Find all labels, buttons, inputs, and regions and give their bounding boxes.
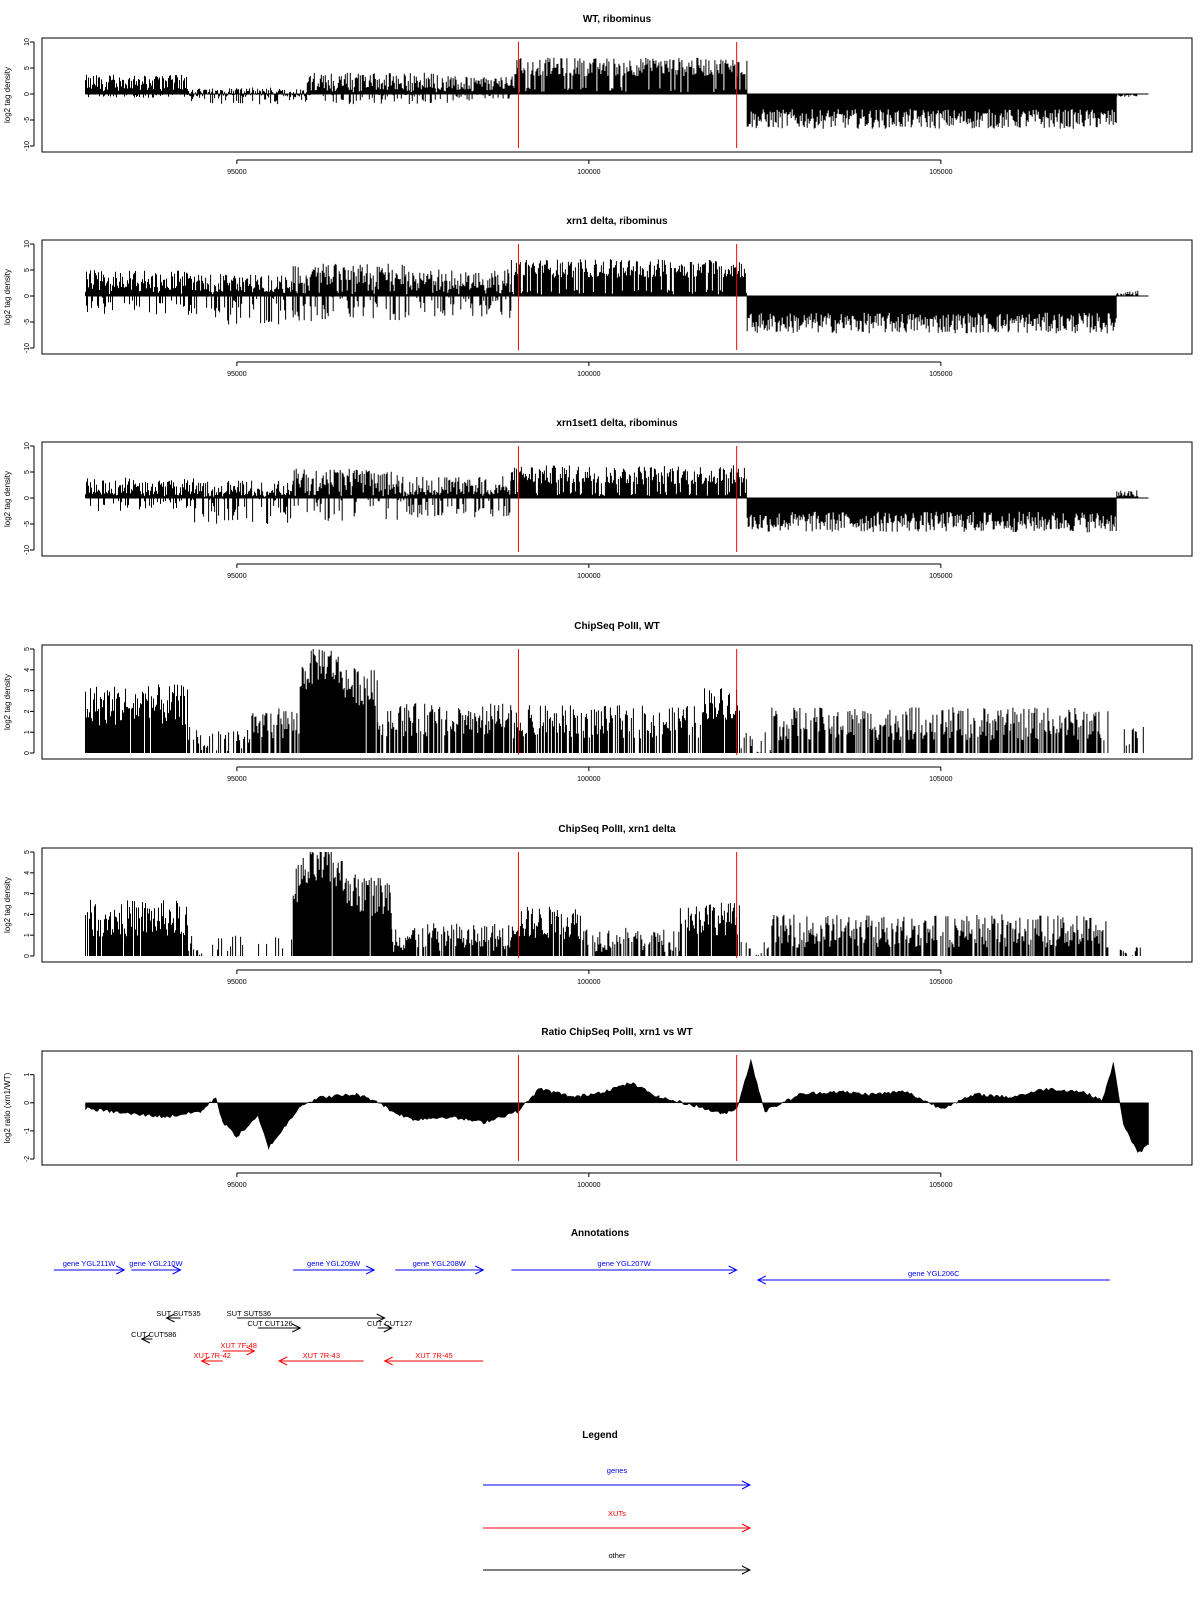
y-tick-label: -5 <box>23 520 31 528</box>
y-tick-label: 0 <box>23 294 31 298</box>
gene-arrow <box>129 1259 183 1274</box>
other-label: CUT CUT127 <box>367 1319 413 1328</box>
legend-arrow <box>483 1566 750 1574</box>
track-panel-2 <box>3 216 1192 378</box>
x-tick-label: 95000 <box>227 1182 247 1189</box>
gene-arrow <box>758 1269 1110 1284</box>
x-tick-label: 100000 <box>577 573 601 580</box>
gene-arrow <box>395 1259 483 1274</box>
y-tick-label: -10 <box>23 140 31 152</box>
y-axis-label: log2 tag density <box>3 470 12 528</box>
panel-title: ChipSeq PolII, xrn1 delta <box>558 824 676 835</box>
x-tick-label: 105000 <box>929 1182 953 1189</box>
x-tick-label: 105000 <box>929 169 953 176</box>
y-tick-label: 1 <box>23 1072 31 1077</box>
legend-item-xuts <box>483 1509 750 1532</box>
data-bars <box>86 58 1149 129</box>
other-label: SUT SUT535 <box>156 1309 201 1318</box>
ratio-area <box>86 1059 1149 1152</box>
y-tick-label: 0 <box>23 496 31 500</box>
other-label: CUT CUT586 <box>131 1330 177 1339</box>
other-label: CUT CUT126 <box>247 1319 293 1328</box>
signal-bars <box>86 649 1144 753</box>
y-tick-label: -5 <box>23 116 31 124</box>
other-arrow <box>131 1330 176 1343</box>
plot-frame <box>42 1051 1192 1165</box>
x-tick-label: 105000 <box>929 979 953 986</box>
track-panel-1 <box>3 14 1192 176</box>
panel-title: xrn1set1 delta, ribominus <box>556 418 678 429</box>
legend-arrow <box>483 1481 750 1489</box>
xut-label: XUT 7R-45 <box>415 1351 453 1360</box>
gene-label: gene YGL209W <box>307 1259 361 1268</box>
legend-label: XUTs <box>608 1509 626 1518</box>
y-tick-label: -10 <box>23 544 31 556</box>
y-axis-label: log2 ratio (xrn1/WT) <box>3 1072 12 1144</box>
xut-arrow <box>194 1351 231 1365</box>
track-panel-5 <box>3 824 1192 986</box>
signal-bars <box>86 852 1141 956</box>
y-tick-label: 10 <box>23 38 31 46</box>
y-tick-label: 1 <box>23 933 31 938</box>
data-bars <box>86 259 1149 333</box>
y-tick-label: 10 <box>23 442 31 450</box>
xut-label: XUT 7R-42 <box>193 1351 231 1360</box>
y-tick-label: 2 <box>23 709 31 714</box>
x-tick-label: 105000 <box>929 573 953 580</box>
y-tick-label: 5 <box>23 850 31 854</box>
other-arrow <box>156 1309 200 1322</box>
gene-label: gene YGL207W <box>597 1259 651 1268</box>
y-tick-label: 0 <box>23 954 31 958</box>
x-tick-label: 100000 <box>577 371 601 378</box>
y-tick-label: 4 <box>23 667 31 672</box>
y-tick-label: 1 <box>23 730 31 735</box>
y-tick-label: 3 <box>23 688 31 693</box>
x-tick-label: 100000 <box>577 776 601 783</box>
y-tick-label: -1 <box>23 1127 31 1135</box>
gene-label: gene YGL210W <box>129 1259 183 1268</box>
data-bars <box>86 649 1144 753</box>
legend-label: other <box>608 1551 626 1560</box>
y-axis-label: log2 tag density <box>3 268 12 326</box>
track-panel-6 <box>3 1027 1192 1189</box>
y-tick-label: 5 <box>23 470 31 474</box>
panel-title: xrn1 delta, ribominus <box>566 216 668 227</box>
x-tick-label: 100000 <box>577 169 601 176</box>
data-bars <box>86 1059 1149 1152</box>
x-tick-label: 95000 <box>227 573 247 580</box>
x-tick-label: 95000 <box>227 979 247 986</box>
y-tick-label: 4 <box>23 870 31 875</box>
y-axis-label: log2 tag density <box>3 876 12 934</box>
gene-label: gene YGL211W <box>62 1259 116 1268</box>
y-tick-label: 5 <box>23 268 31 272</box>
y-tick-label: -2 <box>23 1155 31 1163</box>
y-tick-label: 2 <box>23 912 31 917</box>
legend-title: Legend <box>582 1430 618 1441</box>
y-tick-label: 0 <box>23 92 31 96</box>
data-bars <box>86 465 1149 532</box>
other-label: SUT SUT536 <box>226 1309 272 1318</box>
signal-bars <box>86 465 1138 532</box>
panel-title: ChipSeq PolII, WT <box>574 621 660 632</box>
annotations-title: Annotations <box>570 1228 630 1239</box>
gene-label: gene YGL206C <box>907 1269 960 1278</box>
x-tick-label: 100000 <box>577 979 601 986</box>
xut-arrow <box>385 1351 484 1365</box>
gene-label: gene YGL208W <box>412 1259 466 1268</box>
panel-title: WT, ribominus <box>582 14 652 25</box>
gene-arrow <box>511 1259 736 1274</box>
signal-bars <box>86 58 1138 129</box>
other-arrow <box>247 1319 300 1332</box>
x-tick-label: 105000 <box>929 371 953 378</box>
data-bars <box>86 852 1141 956</box>
gene-arrow <box>54 1259 124 1274</box>
y-tick-label: 0 <box>23 1100 31 1105</box>
xut-label: XUT 7F-48 <box>220 1341 257 1350</box>
track-panel-4 <box>3 621 1192 783</box>
y-tick-label: 3 <box>23 891 31 896</box>
x-tick-label: 95000 <box>227 776 247 783</box>
y-tick-label: 5 <box>23 66 31 70</box>
legend-item-genes <box>483 1466 750 1489</box>
gene-arrow <box>293 1259 374 1274</box>
xut-label: XUT 7R-43 <box>302 1351 341 1360</box>
track-panel-3 <box>3 418 1192 580</box>
y-axis-label: log2 tag density <box>3 66 12 124</box>
legend-label: genes <box>606 1466 628 1475</box>
annotations-track <box>54 1228 1110 1365</box>
y-tick-label: 0 <box>23 751 31 755</box>
y-tick-label: -5 <box>23 318 31 326</box>
legend-arrow <box>483 1524 750 1532</box>
y-tick-label: -10 <box>23 342 31 354</box>
x-tick-label: 95000 <box>227 169 247 176</box>
panel-title: Ratio ChipSeq PolII, xrn1 vs WT <box>541 1027 693 1038</box>
x-tick-label: 105000 <box>929 776 953 783</box>
x-tick-label: 100000 <box>577 1182 601 1189</box>
legend <box>483 1430 750 1574</box>
y-tick-label: 5 <box>23 647 31 651</box>
track-panels <box>3 14 1192 1189</box>
legend-item-other <box>483 1551 750 1574</box>
y-tick-label: 10 <box>23 240 31 248</box>
x-tick-label: 95000 <box>227 371 247 378</box>
y-axis-label: log2 tag density <box>3 673 12 731</box>
xut-arrow <box>279 1351 363 1365</box>
other-arrow <box>367 1319 412 1332</box>
